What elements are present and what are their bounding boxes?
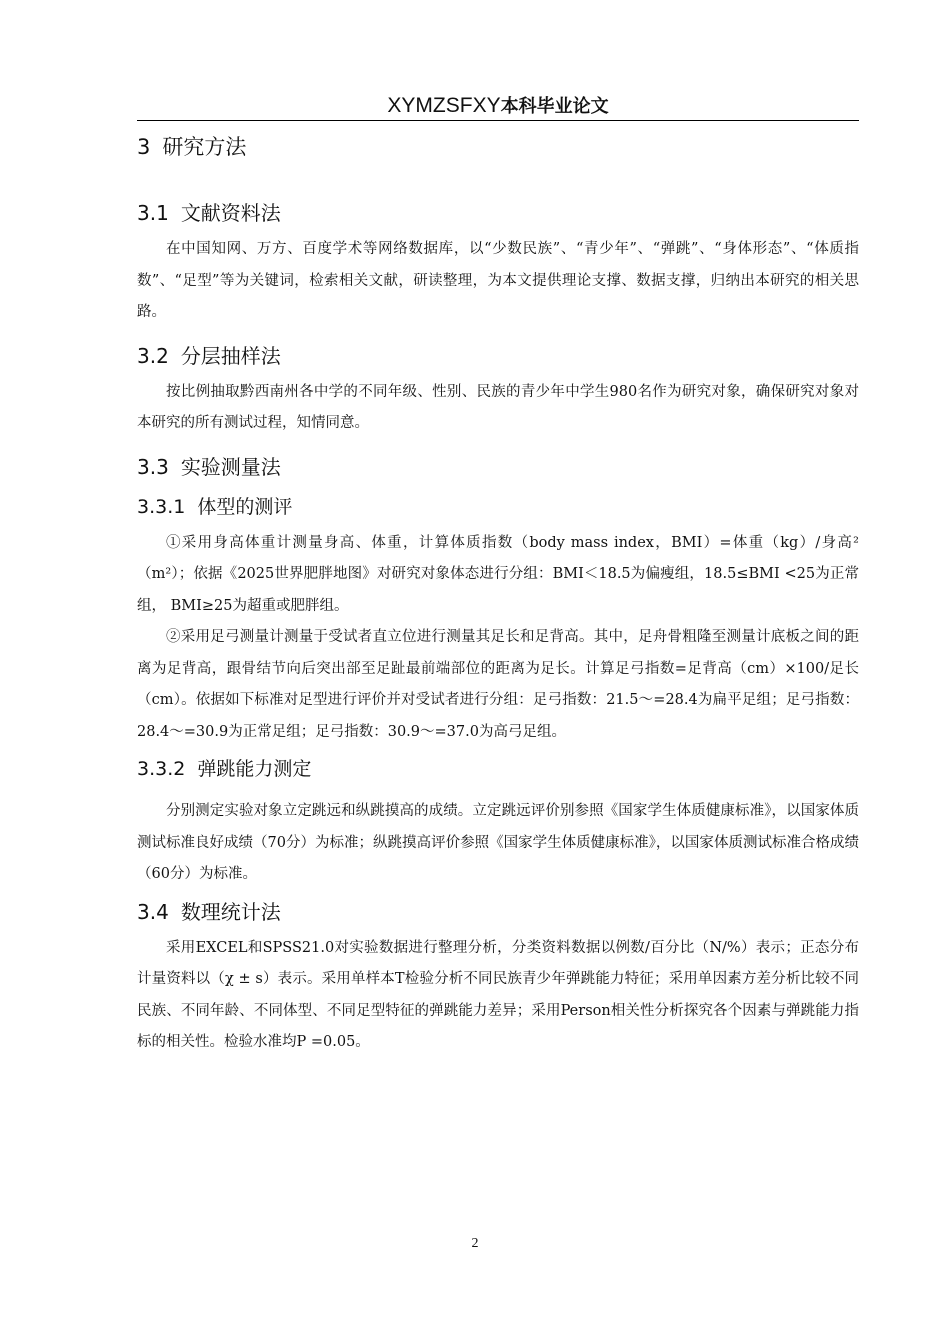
- paragraph-jump-test: 分别测定实验对象立定跳远和纵跳摸高的成绩。立定跳远评价别参照《国家学生体质健康标准》，以国家体质测试标准良好成绩（70分）为标准；纵跳摸高评价参照《国家学生体质健康标准》，以国家体质测试标准合格成绩（60分）为标准。: [137, 803, 859, 882]
- paragraph-sampling: 按比例抽取黔西南州各中学的不同年级、性别、民族的青少年中学生980名作为研究对象，确保研究对象对本研究的所有测试过程，知情同意。: [137, 383, 859, 431]
- page-header: [137, 94, 859, 121]
- header-school-code: XYMZSFXY: [387, 94, 501, 117]
- page-number: 2: [471, 1236, 479, 1251]
- section-number: 3.3.1: [137, 495, 186, 518]
- section-title: 研究方法: [162, 135, 247, 159]
- paragraph-literature: 在中国知网、万方、百度学术等网络数据库，以“少数民族”、“青少年”、“弹跳”、“身体形态”、“体质指数”、“足型”等为关键词，检索相关文献，研读整理，为本文提供理论支撑、数据支撑，归纳出本研究的相关思路。: [137, 241, 859, 320]
- section-heading-3-4: [137, 897, 859, 927]
- section-title: 数理统计法: [180, 899, 281, 924]
- section-number: 3.1: [137, 201, 169, 225]
- section-number: 3.4: [137, 899, 169, 924]
- paragraph-statistics: 采用EXCEL和SPSS21.0对实验数据进行整理分析，分类资料数据以例数/百分比（N/%）表示；正态分布计量资料以（χ ± s）表示。采用单样本T检验分析不同民族青少年弹跳能力特征；采用单因素方差分析比较不同民族、不同年龄、不同体型、不同足型特征的弹跳能力差异；采用Person相关性分析探究各个因素与弹跳能力指标的相关性。检验水准均P =0.05。: [137, 939, 859, 1050]
- section-title: 实验测量法: [180, 454, 281, 479]
- section-number: 3.2: [137, 343, 169, 368]
- section-heading-3-1: [137, 198, 859, 228]
- section-title: 文献资料法: [180, 201, 281, 225]
- paragraph-foot-arch: ②采用足弓测量计测量于受试者直立位进行测量其足长和足背高。其中，足舟骨粗隆至测量计底板之间的距离为足背高，跟骨结节向后突出部至足趾最前端部位的距离为足长。计算足弓指数=足背高（cm）×100/足长（cm）。依据如下标准对足型进行评价并对受试者进行分组：足弓指数：21.5～=28.4为扁平足组；足弓指数：28.4～=30.9为正常足组；足弓指数：30.9～=37.0为高弓足组。: [137, 629, 859, 740]
- section-heading-3-2: [137, 341, 859, 371]
- section-number: 3.3: [137, 454, 169, 479]
- section-title: 分层抽样法: [180, 343, 281, 368]
- section-title: 体型的测评: [197, 495, 293, 518]
- paragraph-bmi: ①采用身高体重计测量身高、体重，计算体质指数（body mass index，BMI）=体重（kg）/身高²（m²）；依据《2025世界肥胖地图》对研究对象体态进行分组：BMI＜18.5为偏瘦组，18.5≤BMI <25为正常组， BMI≥25为超重或肥胖组。: [137, 534, 859, 614]
- section-heading-3-3-1: [137, 492, 859, 522]
- section-number: 3: [137, 135, 151, 159]
- section-heading-3-3: [137, 452, 859, 482]
- section-heading-3: [137, 132, 859, 162]
- header-thesis-label: 本科毕业论文: [500, 96, 609, 117]
- section-heading-3-3-2: [137, 754, 859, 784]
- section-number: 3.3.2: [137, 758, 186, 780]
- document-body: [137, 128, 859, 1059]
- section-title: 弹跳能力测定: [197, 758, 312, 780]
